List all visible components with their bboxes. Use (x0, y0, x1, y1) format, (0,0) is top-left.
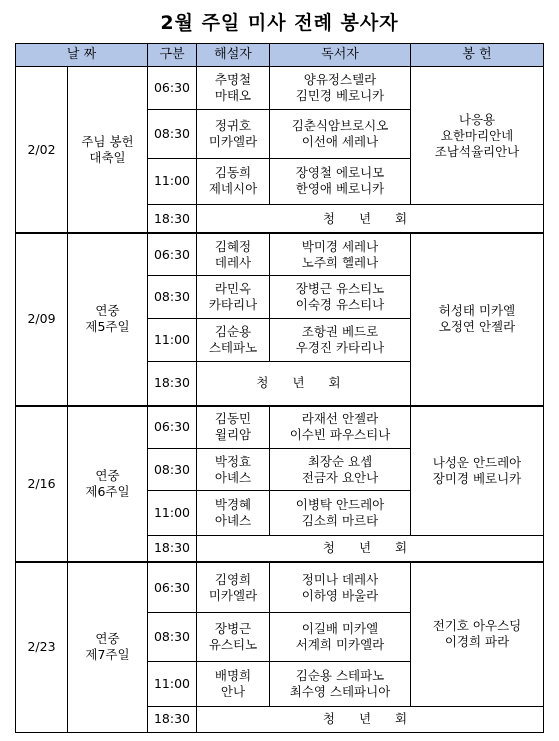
commentator-cell: 김순용 스테파노 (197, 318, 270, 361)
youth-group-cell (197, 536, 544, 562)
time-cell: 06:30 (148, 406, 197, 449)
time-cell: 08:30 (148, 448, 197, 491)
table-row (16, 67, 544, 110)
occasion-cell: 연중 제7주일 (68, 562, 148, 733)
reader-cell: 이길배 미카엘 서계희 미카엘라 (270, 613, 411, 662)
time-cell: 08:30 (148, 109, 197, 158)
header-reader: 독서자 (270, 44, 411, 67)
commentator-cell: 김영희 미카엘라 (197, 562, 270, 613)
header-gubun: 구분 (148, 44, 197, 67)
offering-cell: 나성운 안드레아 장미경 베로니카 (411, 406, 544, 536)
reader-cell: 김순용 스테파노 최수영 스테파니아 (270, 661, 411, 706)
youth-group-cell (197, 361, 411, 406)
time-cell: 18:30 (148, 361, 197, 406)
commentator-cell: 라민옥 카타리나 (197, 276, 270, 319)
youth-group-cell (197, 205, 544, 233)
reader-cell: 정미나 데레사 이하영 바울라 (270, 562, 411, 613)
commentator-cell: 김동희 제네시아 (197, 158, 270, 205)
time-cell: 11:00 (148, 491, 197, 536)
table-row (16, 406, 544, 449)
time-cell: 08:30 (148, 276, 197, 319)
date-cell: 2/23 (16, 562, 68, 733)
occasion-cell: 주님 봉헌 대축일 (68, 67, 148, 233)
reader-cell: 양유정스텔라 김민경 베로니카 (270, 67, 411, 110)
time-cell: 18:30 (148, 706, 197, 733)
time-cell: 06:30 (148, 233, 197, 276)
date-cell: 2/02 (16, 67, 68, 233)
time-cell: 06:30 (148, 67, 197, 110)
reader-cell: 김춘식암브로시오 이선애 세레나 (270, 109, 411, 158)
reader-cell: 최장순 요셉 전금자 요안나 (270, 448, 411, 491)
youth-group-label: 청 년 회 (322, 210, 418, 226)
youth-group-label: 청 년 회 (322, 540, 418, 556)
page-title: 2월 주일 미사 전례 봉사자 (160, 12, 399, 34)
reader-cell: 장병근 유스티노 이숙경 유스티나 (270, 276, 411, 319)
offering-cell: 전기호 아우스딩 이경희 파라 (411, 562, 544, 706)
youth-group-label: 청 년 회 (256, 375, 351, 391)
occasion-cell: 연중 제5주일 (68, 233, 148, 405)
commentator-cell: 박경혜 아녜스 (197, 491, 270, 536)
occasion-cell: 연중 제6주일 (68, 406, 148, 562)
youth-group-label: 청 년 회 (322, 711, 418, 727)
commentator-cell: 추명철 마태오 (197, 67, 270, 110)
time-cell: 08:30 (148, 613, 197, 662)
time-cell: 06:30 (148, 562, 197, 613)
commentator-cell: 장병근 유스티노 (197, 613, 270, 662)
header-date: 날 짜 (16, 44, 148, 67)
time-cell: 11:00 (148, 158, 197, 205)
header-row (16, 44, 544, 67)
header-offering: 봉 헌 (411, 44, 544, 67)
commentator-cell: 박정효 아녜스 (197, 448, 270, 491)
youth-group-cell (197, 706, 544, 733)
reader-cell: 조항권 베드로 우경진 카타리나 (270, 318, 411, 361)
offering-cell: 나응용 요한마리안네 조남석율리안나 (411, 67, 544, 205)
commentator-cell: 배명희 안나 (197, 661, 270, 706)
date-cell: 2/09 (16, 233, 68, 405)
table-row (16, 562, 544, 613)
reader-cell: 박미경 세레나 노주희 헬레나 (270, 233, 411, 276)
time-cell: 11:00 (148, 661, 197, 706)
date-cell: 2/16 (16, 406, 68, 562)
commentator-cell: 김혜정 데레사 (197, 233, 270, 276)
header-commentator: 해설자 (197, 44, 270, 67)
reader-cell: 이병탁 안드레아 김소희 마르타 (270, 491, 411, 536)
commentator-cell: 정귀호 미카엘라 (197, 109, 270, 158)
offering-cell: 허성태 미카엘 오정연 안젤라 (411, 233, 544, 405)
time-cell: 11:00 (148, 318, 197, 361)
reader-cell: 라재선 안젤라 이수빈 파우스티나 (270, 406, 411, 449)
schedule-table (15, 43, 544, 733)
reader-cell: 장영철 에로니모 한영애 베로니카 (270, 158, 411, 205)
table-row (16, 233, 544, 276)
time-cell: 18:30 (148, 205, 197, 233)
time-cell: 18:30 (148, 536, 197, 562)
commentator-cell: 김동민 윌리암 (197, 406, 270, 449)
